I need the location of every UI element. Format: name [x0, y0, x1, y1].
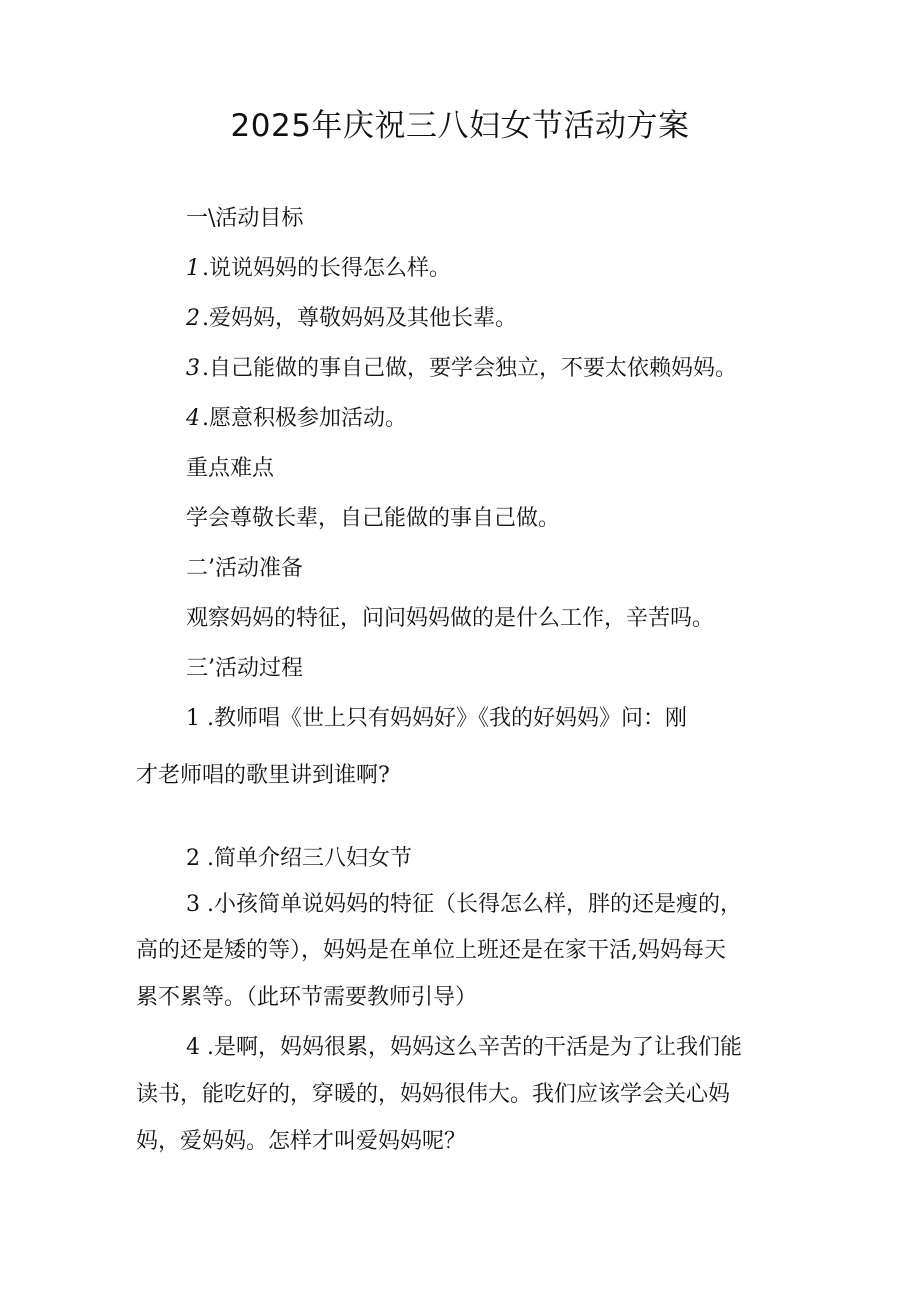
- step-3-line: 累不累等。（此环节需要教师引导）: [136, 985, 478, 1010]
- step-1-line: 1 .教师唱《世上只有妈妈好》《我的好妈妈》问：刚: [186, 706, 687, 731]
- step-1-line: 才老师唱的歌里讲到谁啊?: [136, 763, 390, 788]
- goal-item: [186, 304, 517, 334]
- key-points-text: 学会尊敬长辈，自己能做的事自己做。: [186, 506, 561, 531]
- goal-item: [186, 254, 451, 284]
- key-points-heading: 重点难点: [186, 456, 275, 481]
- prep-text: 观察妈妈的特征，问问妈妈做的是什么工作，辛苦吗。: [186, 606, 715, 631]
- goal-number: 2: [186, 306, 200, 331]
- step-3-line: 3 .小孩简单说妈妈的特征（长得怎么样，胖的还是瘦的，: [186, 892, 742, 917]
- step-4-line: 4 .是啊，妈妈很累，妈妈这么辛苦的干活是为了让我们能: [186, 1035, 742, 1060]
- step-4-line: 妈，爱妈妈。怎样才叫爱妈妈呢？: [136, 1129, 467, 1154]
- step-4-line: 读书，能吃好的，穿暖的，妈妈很伟大。我们应该学会关心妈: [136, 1082, 731, 1107]
- step-3-line: 高的还是矮的等），妈妈是在单位上班还是在家干活,妈妈每天: [136, 938, 726, 963]
- section-heading-process: 三’活动过程: [186, 656, 303, 681]
- goal-number: 3: [186, 356, 200, 381]
- goal-item: [186, 404, 407, 434]
- goal-text: .愿意积极参加活动。: [202, 406, 407, 431]
- goal-number: 1: [186, 256, 200, 281]
- step-2-line: 2 .简单介绍三八妇女节: [186, 846, 412, 871]
- goal-item: [186, 354, 737, 384]
- goal-number: 4: [186, 406, 200, 431]
- section-heading-prep: 二’活动准备: [186, 556, 303, 581]
- goal-text: .自己能做的事自己做，要学会独立，不要太依赖妈妈。: [202, 356, 737, 381]
- goal-text: .爱妈妈，尊敬妈妈及其他长辈。: [202, 306, 517, 331]
- document-title: 2025年庆祝三八妇女节活动方案: [230, 108, 690, 144]
- goal-text: .说说妈妈的长得怎么样。: [202, 256, 451, 281]
- section-heading-goals: 一\活动目标: [186, 206, 304, 231]
